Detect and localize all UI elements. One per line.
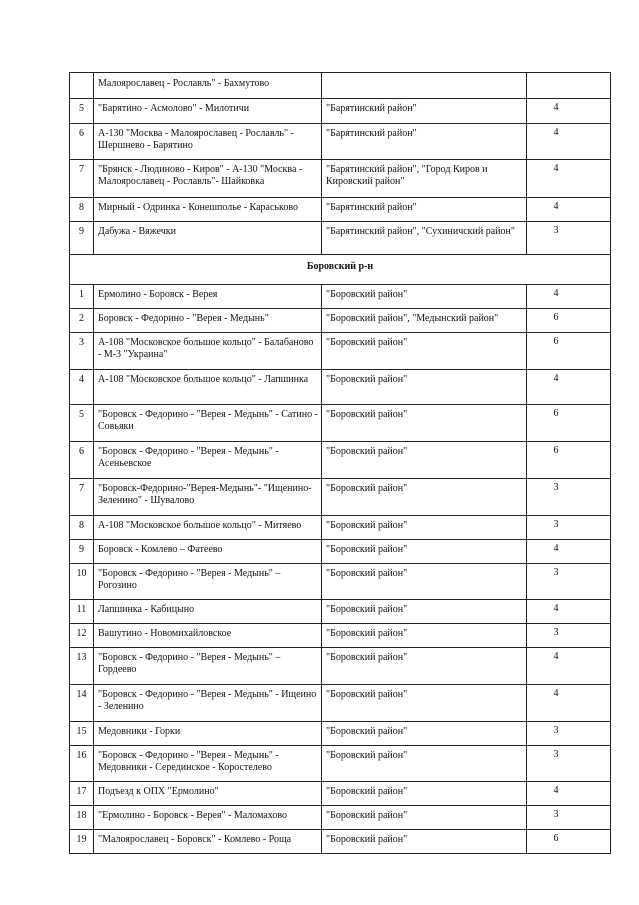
- district-cell: "Боровский район": [322, 600, 527, 624]
- value-cell: 3: [527, 624, 611, 648]
- value-cell: 4: [527, 160, 611, 198]
- value-cell: 3: [527, 564, 611, 600]
- table-row: [70, 442, 611, 479]
- table-row: [70, 746, 611, 782]
- value-cell: 4: [527, 370, 611, 405]
- value-cell: 6: [527, 405, 611, 442]
- table-row: [70, 624, 611, 648]
- row-number-cell: 9: [70, 540, 94, 564]
- value-cell: 4: [527, 198, 611, 222]
- value-cell: 4: [527, 124, 611, 160]
- value-cell: 3: [527, 746, 611, 782]
- district-cell: "Боровский район": [322, 685, 527, 722]
- district-cell: "Боровский район": [322, 442, 527, 479]
- route-cell: "Боровск - Федорино - "Верея - Медынь" - Сатино - Совьяки: [94, 405, 322, 442]
- route-cell: "Малоярославец - Боровск" - Комлево - Роща: [94, 830, 322, 854]
- row-number-cell: 2: [70, 309, 94, 333]
- value-cell: 6: [527, 442, 611, 479]
- section-heading-row: [70, 255, 611, 285]
- district-cell: "Барятинский район", "Сухиничский район": [322, 222, 527, 255]
- route-cell: "Боровск - Федорино - "Верея - Медынь" – Рогозино: [94, 564, 322, 600]
- district-cell: "Боровский район": [322, 333, 527, 370]
- row-number-cell: 5: [70, 99, 94, 124]
- route-cell: А-108 "Московское большое кольцо" - Митяево: [94, 516, 322, 540]
- district-cell: "Барятинский район", "Город Киров и Кировский район": [322, 160, 527, 198]
- district-cell: "Барятинский район": [322, 124, 527, 160]
- table-row: [70, 648, 611, 685]
- route-cell: Боровск - Комлево – Фатеево: [94, 540, 322, 564]
- value-cell: 4: [527, 782, 611, 806]
- row-number-cell: 13: [70, 648, 94, 685]
- district-cell: "Боровский район": [322, 405, 527, 442]
- value-cell: [527, 73, 611, 99]
- value-cell: 4: [527, 685, 611, 722]
- row-number-cell: 18: [70, 806, 94, 830]
- roads-table: [69, 72, 611, 854]
- route-cell: "Брянск - Людиново - Киров" - А-130 "Москва - Малоярославец - Рославль"- Шайковка: [94, 160, 322, 198]
- route-cell: А-108 "Московское большое кольцо" - Лапшинка: [94, 370, 322, 405]
- row-number-cell: 12: [70, 624, 94, 648]
- table-row: [70, 564, 611, 600]
- table-row: [70, 405, 611, 442]
- district-cell: "Боровский район": [322, 806, 527, 830]
- route-cell: А-108 "Московское большое кольцо" - Балабаново - М-3 "Украина": [94, 333, 322, 370]
- value-cell: 3: [527, 806, 611, 830]
- table-row: [70, 540, 611, 564]
- row-number-cell: 15: [70, 722, 94, 746]
- row-number-cell: 3: [70, 333, 94, 370]
- district-cell: "Боровский район", "Медынский район": [322, 309, 527, 333]
- value-cell: 4: [527, 648, 611, 685]
- district-cell: "Барятинский район": [322, 198, 527, 222]
- row-number-cell: 8: [70, 516, 94, 540]
- route-cell: "Боровск - Федорино - "Верея - Медынь" - Асеньевское: [94, 442, 322, 479]
- section-heading: Боровский р-н: [70, 255, 611, 285]
- district-cell: "Боровский район": [322, 624, 527, 648]
- district-cell: "Боровский район": [322, 722, 527, 746]
- district-cell: "Боровский район": [322, 746, 527, 782]
- value-cell: 6: [527, 309, 611, 333]
- route-cell: Медовники - Горки: [94, 722, 322, 746]
- district-cell: "Боровский район": [322, 285, 527, 309]
- table-row: [70, 722, 611, 746]
- table-row: [70, 124, 611, 160]
- district-cell: "Боровский район": [322, 370, 527, 405]
- route-cell: "Боровск - Федорино - "Верея - Медынь" - Ищеино - Зеленино: [94, 685, 322, 722]
- value-cell: 3: [527, 722, 611, 746]
- value-cell: 6: [527, 830, 611, 854]
- value-cell: 3: [527, 516, 611, 540]
- row-number-cell: 6: [70, 442, 94, 479]
- route-cell: Малоярославец - Рославль" - Бахмутово: [94, 73, 322, 99]
- row-number-cell: 1: [70, 285, 94, 309]
- route-cell: Подъезд к ОПХ "Ермолино": [94, 782, 322, 806]
- table-row: [70, 782, 611, 806]
- table-row: [70, 99, 611, 124]
- row-number-cell: 5: [70, 405, 94, 442]
- route-cell: Мирный - Одринка - Конешполье - Караськово: [94, 198, 322, 222]
- row-number-cell: [70, 73, 94, 99]
- district-cell: "Боровский район": [322, 516, 527, 540]
- table-row: [70, 806, 611, 830]
- route-cell: "Боровск - Федорино - "Верея - Медынь" - Медовники - Серединское - Коростелево: [94, 746, 322, 782]
- row-number-cell: 6: [70, 124, 94, 160]
- route-cell: Вашутино - Новомихайловское: [94, 624, 322, 648]
- route-cell: "Барятино - Асмолово" - Милотичи: [94, 99, 322, 124]
- value-cell: 6: [527, 333, 611, 370]
- district-cell: "Боровский район": [322, 540, 527, 564]
- row-number-cell: 14: [70, 685, 94, 722]
- district-cell: "Боровский район": [322, 648, 527, 685]
- district-cell: "Боровский район": [322, 782, 527, 806]
- route-cell: "Боровск - Федорино - "Верея - Медынь" – Гордеево: [94, 648, 322, 685]
- value-cell: 4: [527, 99, 611, 124]
- table-row: [70, 479, 611, 516]
- row-number-cell: 10: [70, 564, 94, 600]
- route-cell: "Боровск-Федорино-"Верея-Медынь"- "Ищенино-Зеленино" - Шувалово: [94, 479, 322, 516]
- district-cell: "Боровский район": [322, 564, 527, 600]
- value-cell: 4: [527, 600, 611, 624]
- value-cell: 3: [527, 479, 611, 516]
- row-number-cell: 9: [70, 222, 94, 255]
- district-cell: "Боровский район": [322, 830, 527, 854]
- value-cell: 4: [527, 285, 611, 309]
- value-cell: 4: [527, 540, 611, 564]
- table-row: [70, 516, 611, 540]
- table-row: [70, 830, 611, 854]
- district-cell: "Барятинский район": [322, 99, 527, 124]
- route-cell: Дабужа - Вяжечки: [94, 222, 322, 255]
- route-cell: А-130 "Москва - Малоярославец - Рославль" - Шершнево - Барятино: [94, 124, 322, 160]
- row-number-cell: 19: [70, 830, 94, 854]
- table-row: [70, 222, 611, 255]
- district-cell: [322, 73, 527, 99]
- table-row: [70, 600, 611, 624]
- row-number-cell: 4: [70, 370, 94, 405]
- row-number-cell: 7: [70, 160, 94, 198]
- value-cell: 3: [527, 222, 611, 255]
- row-number-cell: 17: [70, 782, 94, 806]
- row-number-cell: 7: [70, 479, 94, 516]
- table-row: [70, 285, 611, 309]
- table-row: [70, 685, 611, 722]
- table-row: [70, 333, 611, 370]
- table-row: [70, 160, 611, 198]
- row-number-cell: 8: [70, 198, 94, 222]
- row-number-cell: 16: [70, 746, 94, 782]
- route-cell: "Ермолино - Боровск - Верея" - Маломахово: [94, 806, 322, 830]
- table-row: [70, 370, 611, 405]
- table-row: [70, 309, 611, 333]
- table-row-continuation: [70, 73, 611, 99]
- table-row: [70, 198, 611, 222]
- row-number-cell: 11: [70, 600, 94, 624]
- district-cell: "Боровский район": [322, 479, 527, 516]
- route-cell: Лапшинка - Кабицыно: [94, 600, 322, 624]
- route-cell: Боровск - Федорино - "Верея - Медынь": [94, 309, 322, 333]
- route-cell: Ермолино - Боровск - Верея: [94, 285, 322, 309]
